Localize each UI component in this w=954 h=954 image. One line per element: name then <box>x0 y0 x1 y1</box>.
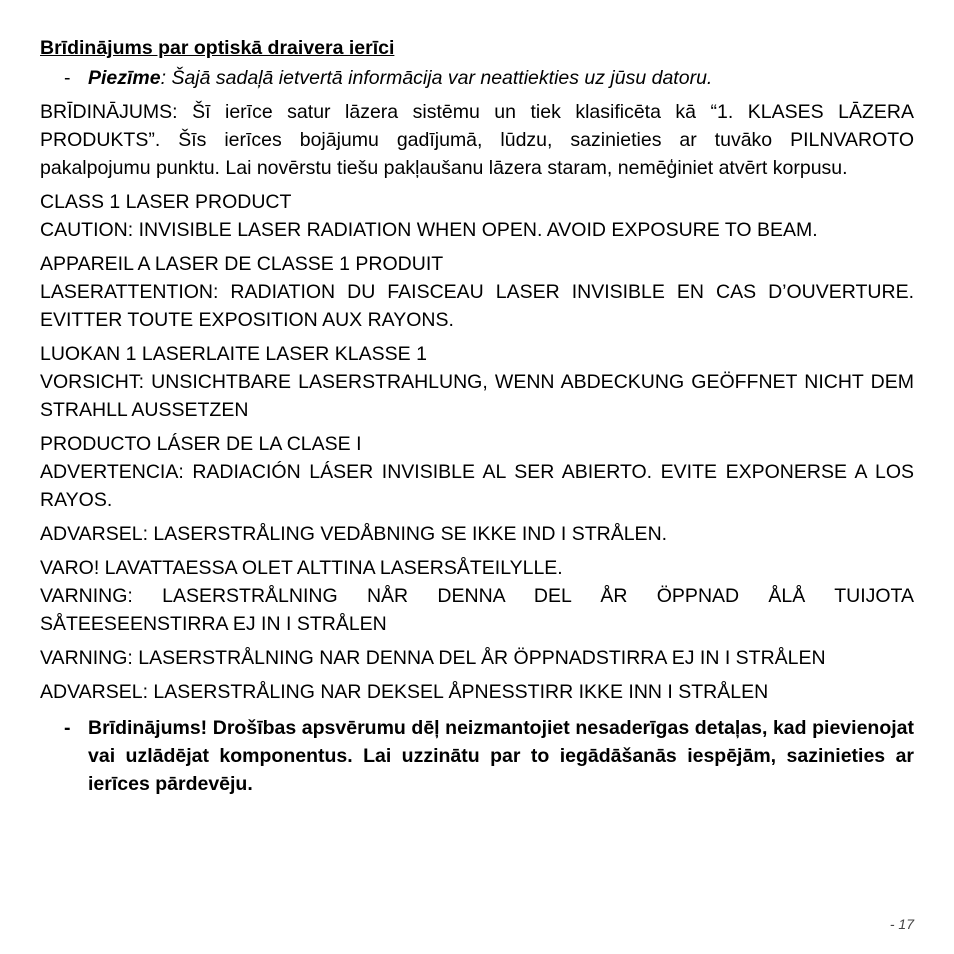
laser-block-fi-sv <box>40 554 914 638</box>
final-warning <box>40 714 914 798</box>
laser-block-es <box>40 430 914 514</box>
laser-block-title: ADVARSEL: LASERSTRÅLING NAR DEKSEL ÅPNESSTIRR IKKE INN I STRÅLEN <box>40 681 769 703</box>
section-heading: Brīdinājums par optiskā draivera ierīci <box>40 37 395 59</box>
note-item <box>40 64 914 92</box>
warning-paragraph: BRĪDINĀJUMS: Šī ierīce satur lāzera sistēmu un tiek klasificēta kā “1. KLASES LĀZERA PRODUKTS”. Šīs ierīces bojājumu gadījumā, lūdzu, sazinieties ar tuvāko PILNVAROTO pakalpojumu punktu. Lai novērstu tiešu pakļaušanu lāzera staram, nemēģiniet atvērt korpusu. <box>40 101 914 179</box>
laser-block-text: VARNING: LASERSTRÅLNING NAR DENNA DEL ÅR ÖPPNADSTIRRA EJ IN I STRÅLEN <box>40 647 826 669</box>
laser-block-fr <box>40 250 914 334</box>
page-number: - 17 <box>889 916 914 932</box>
laser-block-text: LASERATTENTION: RADIATION DU FAISCEAU LASER INVISIBLE EN CAS D’OUVERTURE. EVITTER TOUTE EXPOSITION AUX RAYONS. <box>40 281 914 331</box>
laser-block-text: VORSICHT: UNSICHTBARE LASERSTRAHLUNG, WENN ABDECKUNG GEÖFFNET NICHT DEM STRAHLL AUSSETZEN <box>40 371 914 421</box>
bullet-dash: - <box>64 717 71 739</box>
laser-block-da <box>40 520 914 548</box>
note-text: : Šajā sadaļā ietvertā informācija var neattiekties uz jūsu datoru. <box>160 67 713 89</box>
bullet-dash: - <box>64 67 71 89</box>
laser-block-sv <box>40 644 914 672</box>
final-warning-text: Brīdinājums! Drošības apsvērumu dēļ neizmantojiet nesaderīgas detaļas, kad pievienojat vai uzlādējat komponentus. Lai uzzinātu par to iegādāšanās iespējām, sazinieties ar ierīces pārdevēju. <box>88 717 914 795</box>
laser-block-title: VARO! LAVATTAESSA OLET ALTTINA LASERSÅTEILYLLE. <box>40 557 563 579</box>
laser-block-title: ADVARSEL: LASERSTRÅLING VEDÅBNING SE IKKE IND I STRÅLEN. <box>40 523 668 545</box>
document-page <box>40 34 914 798</box>
laser-block-text: VARNING: LASERSTRÅLNING NÅR DENNA DEL ÅR ÖPPNAD ÅLÅ TUIJOTA SÅTEESEENSTIRRA EJ IN I STRÅLEN <box>40 585 914 635</box>
laser-block-fi-de <box>40 340 914 424</box>
note-label: Piezīme <box>88 67 161 89</box>
laser-block-text: ADVERTENCIA: RADIACIÓN LÁSER INVISIBLE AL SER ABIERTO. EVITE EXPONERSE A LOS RAYOS. <box>40 461 914 511</box>
laser-block-en <box>40 188 914 244</box>
laser-block-title: CLASS 1 LASER PRODUCT <box>40 191 292 213</box>
laser-block-title: PRODUCTO LÁSER DE LA CLASE I <box>40 433 362 455</box>
laser-block-no <box>40 678 914 706</box>
laser-block-title: LUOKAN 1 LASERLAITE LASER KLASSE 1 <box>40 343 427 365</box>
laser-block-title: APPAREIL A LASER DE CLASSE 1 PRODUIT <box>40 253 444 275</box>
laser-block-text: CAUTION: INVISIBLE LASER RADIATION WHEN OPEN. AVOID EXPOSURE TO BEAM. <box>40 219 818 241</box>
